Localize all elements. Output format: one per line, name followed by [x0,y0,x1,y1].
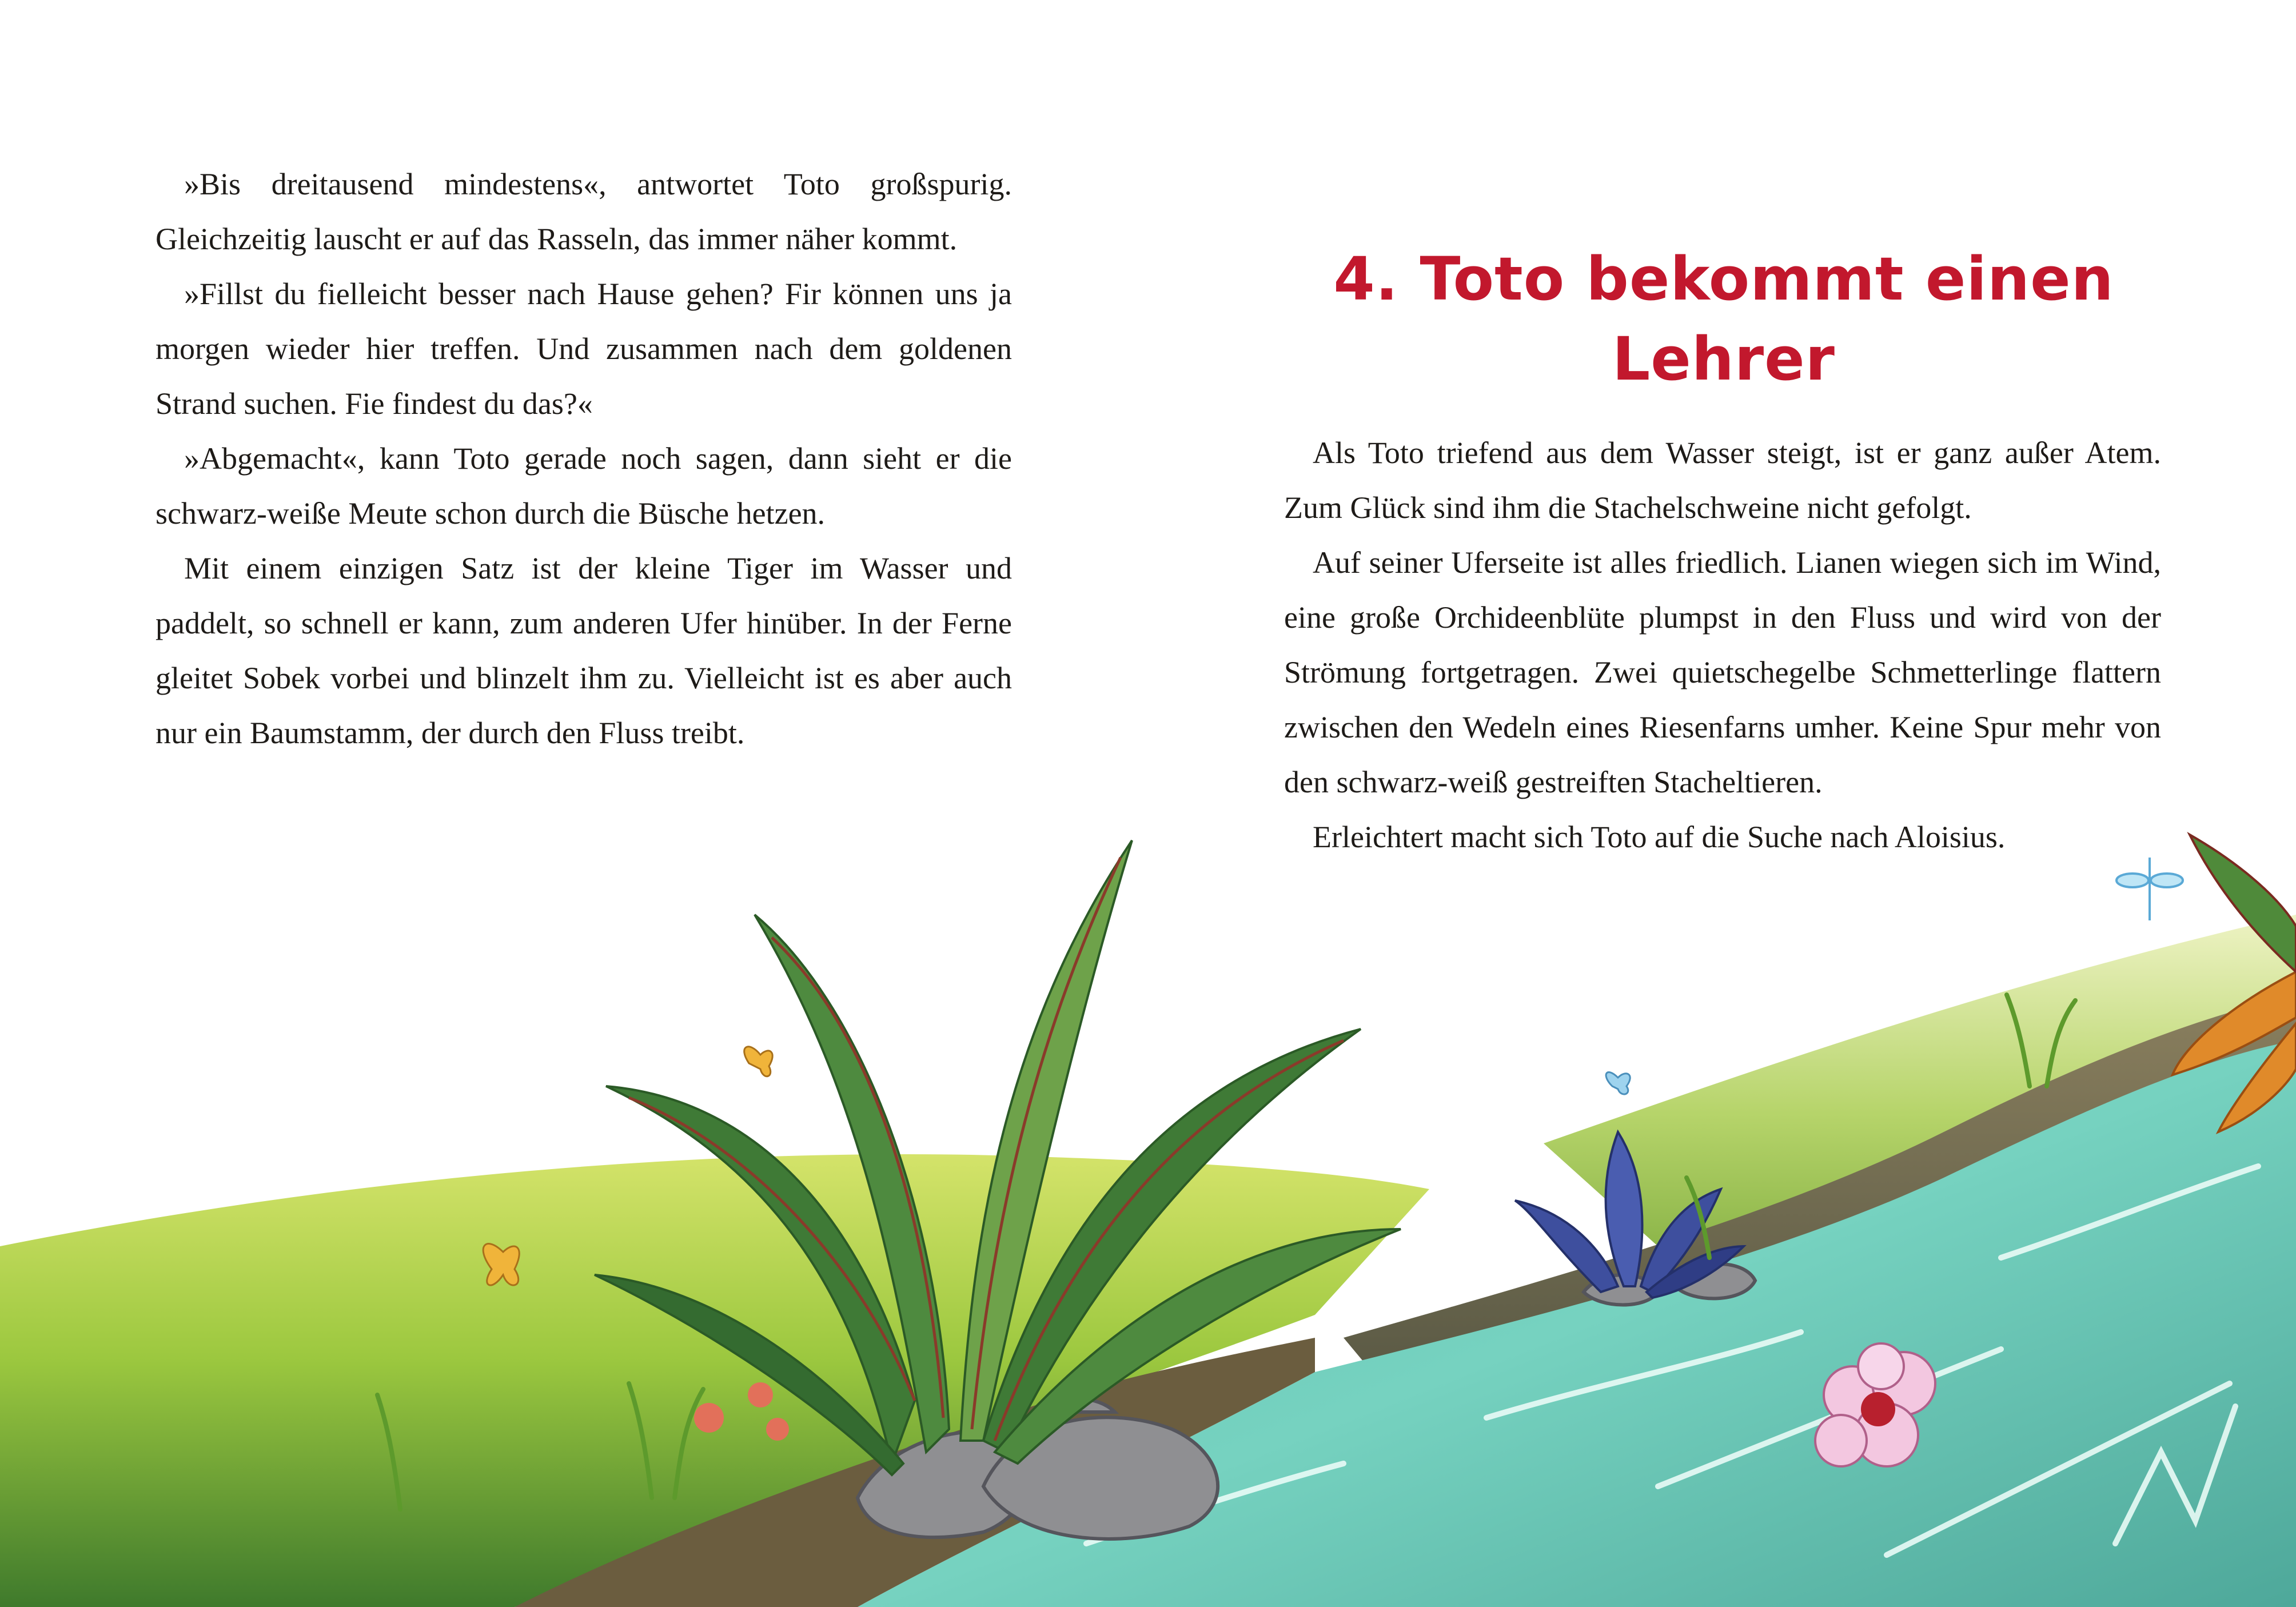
right-paragraph-2: Auf seiner Uferseite ist alles friedlich. Lianen wiegen sich im Wind, eine große Orchideenblüte plumpst in den Fluss und wird von der Strömung fortgetragen. Zwei quietschegelbe Schmetterlinge flattern zwischen den Wedeln eines Riesenfarns umher. Keine Spur mehr von den schwarz-weiß gestreiften Stacheltieren. [1284,545,2161,799]
left-paragraph-2: »Fillst du fielleicht besser nach Hause gehen? Fir können uns ja morgen wieder hier treffen. Und zusammen nach dem goldenen Strand suchen. Fie findest du das?« [156,277,1012,421]
chapter-title: 4. Toto bekommt einen Lehrer [1333,244,2114,394]
right-paragraph-1: Als Toto triefend aus dem Wasser steigt, ist er ganz außer Atem. Zum Glück sind ihm die Stachelschweine nicht gefolgt. [1284,436,2161,525]
left-paragraph-3: »Abgemacht«, kann Toto gerade noch sagen, dann sieht er die schwarz-weiße Meute schon durch die Büsche hetzen. [156,441,1012,531]
left-paragraph-4: Mit einem einzigen Satz ist der kleine Tiger im Wasser und paddelt, so schnell er kann, zum anderen Ufer hinüber. In der Ferne gleitet Sobek vorbei und blinzelt ihm zu. Vielleicht ist es aber auch nur ein Baumstamm, der durch den Fluss treibt. [156,551,1012,750]
dragonfly-icon [2116,858,2183,920]
right-page-text [1284,425,2161,864]
right-paragraph-3: Erleichtert macht sich Toto auf die Suche nach Aloisius. [1313,820,2006,854]
left-paragraph-1: »Bis dreitausend mindestens«, antwortet Toto großspurig. Gleichzeitig lauscht er auf das Rasseln, das immer näher kommt. [156,167,1012,256]
butterfly-blue-icon [1606,1072,1630,1095]
left-page-text [156,157,1012,760]
